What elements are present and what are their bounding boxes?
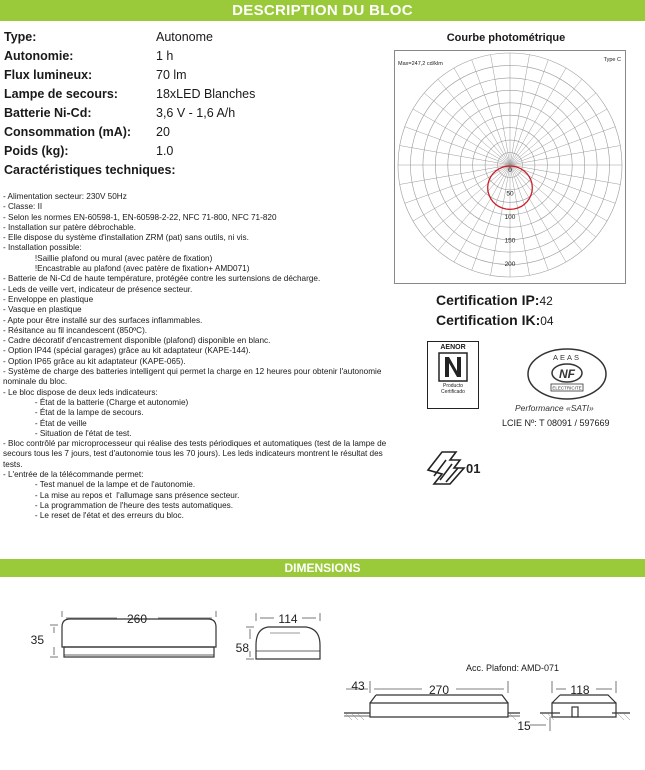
spec-label: Consommation (mA): xyxy=(4,125,132,139)
spec-label: Flux lumineux: xyxy=(4,68,93,82)
tech-list xyxy=(3,192,393,522)
tech-line: - Enveloppe en plastique xyxy=(3,294,94,304)
polar-scale-label: 50 xyxy=(506,190,514,198)
tech-line: - Selon les normes EN-60598-1, EN-60598-2-22, NFC 71-800, NFC 71-820 xyxy=(3,212,277,222)
tech-line: - Installation sur patère débrochable. xyxy=(3,222,136,232)
section-header-dimensions: DIMENSIONS xyxy=(0,559,645,577)
tech-line: - État de la batterie (Charge et autonomie) xyxy=(3,397,189,407)
certification-ip-label: Certification IP: xyxy=(436,292,540,308)
certification-ip-value: 42 xyxy=(539,294,553,308)
photometric-type-label: Type C xyxy=(603,57,621,63)
tech-line: - Le reset de l'état et des erreurs du bloc. xyxy=(3,511,184,521)
polar-scale-label: 0 xyxy=(508,167,512,174)
spec-value: 18xLED Blanches xyxy=(156,87,256,101)
aenor-logo xyxy=(427,341,479,409)
recessed-view-drawing xyxy=(344,695,630,717)
dim-depth-43: 43 xyxy=(351,679,365,693)
polar-scale-label: 100 xyxy=(504,214,516,221)
dim-width-114: 114 xyxy=(278,612,298,626)
spec-label: Type: xyxy=(4,30,37,44)
dim-15: 15 xyxy=(517,719,531,733)
polar-scale-label: 200 xyxy=(504,261,516,268)
tech-line: - Option IP65 grâce au kit adaptateur (KAPE-065). xyxy=(3,356,186,366)
tech-line: - La programmation de l'heure des tests automatiques. xyxy=(3,500,234,510)
dim-height-35: 35 xyxy=(30,633,44,647)
tech-line: - Apte pour être installé sur des surfaces inflammables. xyxy=(3,315,203,325)
spec-value: 1.0 xyxy=(156,144,174,158)
tech-line: - Cadre décoratif d'encastrement disponible (plafond) disponible en blanc. xyxy=(3,336,271,346)
tech-line: - Système de charge des batteries intelligent qui permet la charge en 12 heures pour obtenir l'autonomie nominale du bloc. xyxy=(3,367,382,387)
nf-band-text: ELECTRICITE xyxy=(552,385,582,391)
side-view-drawing xyxy=(256,627,320,659)
dim-width-270: 270 xyxy=(428,683,450,697)
dimension-drawings xyxy=(0,585,645,770)
tech-line: - État de la lampe de secours. xyxy=(3,408,144,418)
enec-logo xyxy=(420,440,500,492)
tech-line: - Résitance au fil incandescent (850ºC). xyxy=(3,325,148,335)
tech-line: !Encastrable au plafond (avec patère de fixation+ AMD071) xyxy=(3,264,250,274)
tech-line: - Batterie de Ni-Cd de haute température, protégée contre les surtensions de décharge. xyxy=(3,274,321,284)
enec-code: 01 xyxy=(466,461,481,476)
certification-ik-value: 04 xyxy=(540,314,554,328)
accessory-label: Acc. Plafond: AMD-071 xyxy=(466,663,560,673)
nf-letters: NF xyxy=(559,367,575,381)
photometric-chart xyxy=(394,50,626,284)
tech-line: - Option IP44 (spécial garages) grâce au kit adaptateur (KAPE-144). xyxy=(3,346,251,356)
tech-line: - État de veille xyxy=(3,418,87,428)
tech-line: - Bloc contrôlé par microprocesseur qui réalise des tests périodiques et automatiques (test de la lampe de secours tous les 7 jours, test d'autonomie tous les 70 jours). Les leds indicateurs montrent le résultat des tests. xyxy=(3,439,387,469)
lcie-number: LCIE Nº: T 08091 / 597669 xyxy=(502,418,610,428)
dim-height-58: 58 xyxy=(235,641,249,655)
spec-value: 3,6 V - 1,6 A/h xyxy=(156,106,236,120)
tech-line: - La mise au repos et l'allumage sans présence secteur. xyxy=(3,490,240,500)
tech-title: Caractéristiques techniques: xyxy=(4,163,176,177)
tech-line: - Alimentation secteur: 230V 50Hz xyxy=(3,192,127,201)
dim-width-118: 118 xyxy=(570,683,590,697)
tech-line: - Installation possible: xyxy=(3,243,82,253)
tech-line: !Saillie plafond ou mural (avec patère de fixation) xyxy=(3,253,213,263)
nf-arc-text: AEAS xyxy=(552,353,582,362)
polar-scale-label: 150 xyxy=(504,237,516,245)
tech-line: - Le bloc dispose de deux leds indicateurs: xyxy=(3,387,158,397)
certification-ip xyxy=(436,292,553,308)
spec-value: Autonome xyxy=(156,30,213,44)
section-header-description: DESCRIPTION DU BLOC xyxy=(0,0,645,21)
aenor-name: AENOR xyxy=(440,344,466,351)
certification-ik-label: Certification IK: xyxy=(436,312,541,328)
spec-value: 20 xyxy=(156,125,170,139)
tech-line: - Classe: II xyxy=(3,202,43,212)
tech-line: - Situation de l'état de test. xyxy=(3,428,132,438)
dim-width-260: 260 xyxy=(126,612,148,626)
tech-line: - Elle dispose du système d'installation ZRM (pat) sans outils, ni vis. xyxy=(3,233,249,243)
aenor-n-icon xyxy=(438,352,468,382)
aenor-sub-producto: Producto xyxy=(442,383,463,389)
spec-label: Batterie Ni-Cd: xyxy=(4,106,92,120)
tech-line: - Leds de veille vert, indicateur de présence secteur. xyxy=(3,284,193,294)
spec-label: Autonomie: xyxy=(4,49,74,63)
certification-ik xyxy=(436,312,554,328)
spec-label: Poids (kg): xyxy=(4,144,69,158)
nf-electricite-logo xyxy=(525,347,609,401)
spec-value: 70 lm xyxy=(156,68,187,82)
photometric-max-label: Max=247,2 cd/klm xyxy=(398,61,443,67)
photometric-title: Courbe photométrique xyxy=(446,32,566,44)
tech-line: - Vasque en plastique xyxy=(3,305,82,315)
tech-line: - L'entrée de la télécommande permet: xyxy=(3,470,144,480)
spec-value: 1 h xyxy=(156,49,174,63)
nf-performance: Performance «SATI» xyxy=(515,403,594,413)
tech-line: - Test manuel de la lampe et de l'autonomie. xyxy=(3,480,196,490)
spec-label: Lampe de secours: xyxy=(4,87,118,101)
aenor-sub-certificado: Certificado xyxy=(441,388,465,395)
